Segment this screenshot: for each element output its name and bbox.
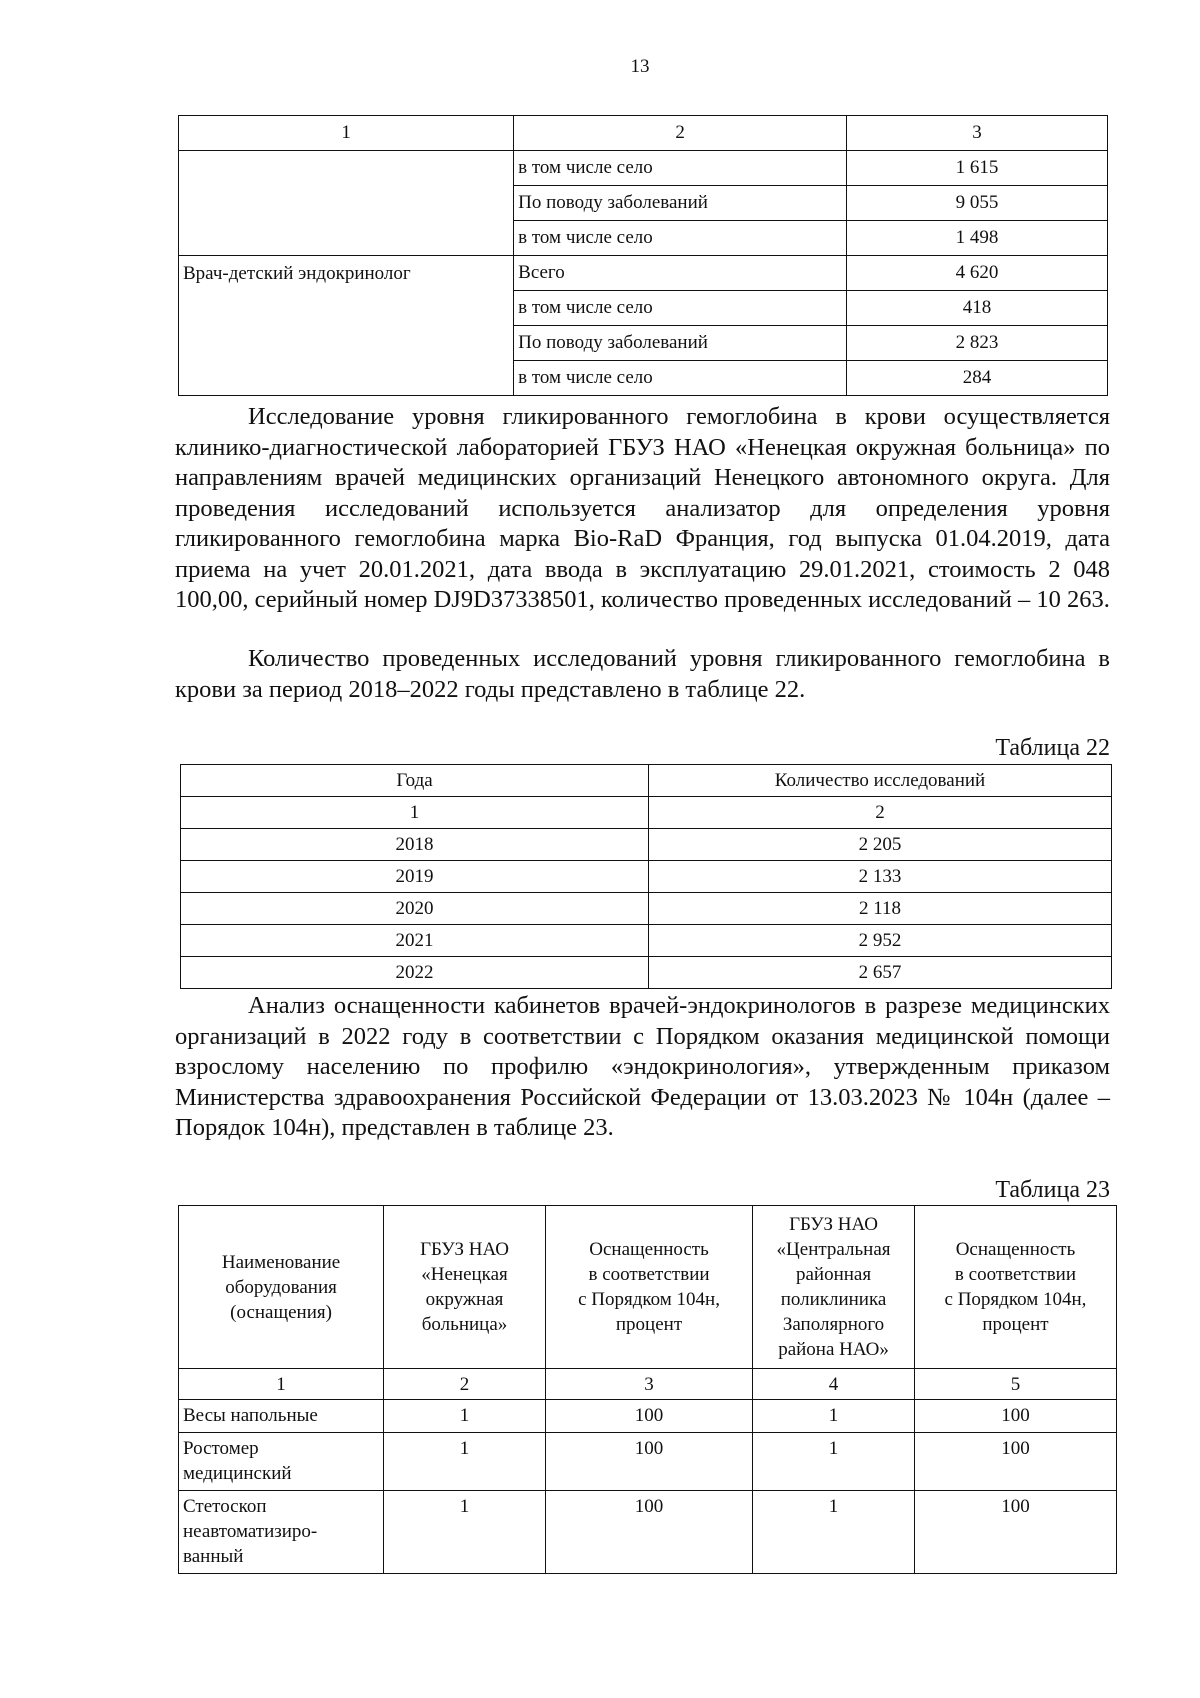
header-line: Оснащенность: [589, 1239, 709, 1260]
value-cell: 1: [384, 1433, 546, 1491]
header-line: с Порядком 104н,: [944, 1289, 1087, 1310]
year-cell: 2020: [181, 893, 649, 925]
header-line: Оснащенность: [955, 1239, 1076, 1260]
table-header-row: [179, 116, 1108, 151]
header-line: процент: [615, 1314, 683, 1335]
column-number-cell: 2: [649, 797, 1112, 829]
column-number-cell: 1: [181, 797, 649, 829]
indicator-cell: По поводу заболеваний: [514, 326, 847, 361]
header-cell: [753, 1206, 915, 1369]
year-cell: 2019: [181, 861, 649, 893]
value-cell: 1: [753, 1400, 915, 1433]
header-line: оборудования: [225, 1276, 337, 1298]
table-row: [181, 893, 1112, 925]
value-cell: 284: [847, 361, 1108, 396]
header-cell: [545, 1206, 752, 1369]
header-line: процент: [982, 1314, 1049, 1335]
indicator-cell: в том числе село: [514, 361, 847, 396]
count-cell: 2 657: [649, 957, 1112, 989]
header-cell: [914, 1206, 1116, 1369]
value-cell: 1 615: [847, 151, 1108, 186]
table-row: [181, 925, 1112, 957]
table-row: [179, 1433, 1117, 1491]
value-cell: 100: [545, 1491, 752, 1574]
header-line: «Ненецкая: [421, 1264, 508, 1285]
value-cell: 2 823: [847, 326, 1108, 361]
table-header-row: [181, 765, 1112, 797]
table-row: [179, 256, 1108, 291]
column-number-row: [179, 1369, 1117, 1400]
year-cell: 2022: [181, 957, 649, 989]
value-cell: 1: [753, 1433, 915, 1491]
header-cell: 3: [847, 116, 1108, 151]
count-cell: 2 118: [649, 893, 1112, 925]
table-row: [181, 957, 1112, 989]
column-number-cell: 1: [179, 1369, 384, 1400]
table-row: [181, 861, 1112, 893]
value-cell: 4 620: [847, 256, 1108, 291]
header-line: ГБУЗ НАО: [420, 1239, 509, 1260]
header-line: (оснащения): [230, 1301, 332, 1323]
header-line: Наименование: [221, 1251, 341, 1273]
header-line: Заполярного: [782, 1314, 885, 1335]
value-cell: 1: [384, 1491, 546, 1574]
header-cell: [384, 1206, 546, 1369]
header-line: района НАО»: [778, 1339, 889, 1360]
table-continued: [178, 115, 1108, 396]
column-number-row: [181, 797, 1112, 829]
value-cell: 100: [914, 1433, 1116, 1491]
equipment-name-cell: [179, 1400, 384, 1433]
header-line: районная: [795, 1264, 872, 1285]
value-cell: 9 055: [847, 186, 1108, 221]
specialist-cell: Врач-детский эндокринолог: [179, 256, 514, 396]
value-cell: 100: [914, 1491, 1116, 1574]
value-cell: 1: [753, 1491, 915, 1574]
table-row: [181, 829, 1112, 861]
equipment-name-line: Весы напольные: [183, 1405, 318, 1426]
column-number-cell: 3: [545, 1369, 752, 1400]
paragraph-hba1c-analyzer: Исследование уровня гликированного гемоглобина в крови осуществляется клинико-диагностической лабораторией ГБУЗ НАО «Ненецкая окружная больница» по направлениям врачей медицинских организаций Ненецкого автономного округа. Для проведения исследований используется анализатор для определения уровня гликированного гемоглобина марка Bio-RaD Франция, год выпуска 01.04.2019, дата приема на учет 20.01.2021, дата ввода в эксплуатацию 29.01.2021, стоимость 2 048 100,00, серийный номер DJ9D37338501, количество проведенных исследований – 10 263.: [175, 403, 1110, 613]
indicator-cell: в том числе село: [514, 151, 847, 186]
header-line: ГБУЗ НАО: [789, 1214, 878, 1235]
equipment-name-line: ванный: [183, 1546, 244, 1567]
paragraph-table22-intro: Количество проведенных исследований уровня гликированного гемоглобина в крови за период 2018–2022 годы представлено в таблице 22.: [175, 645, 1110, 703]
value-cell: 418: [847, 291, 1108, 326]
header-line: с Порядком 104н,: [578, 1289, 720, 1310]
column-number-cell: 2: [384, 1369, 546, 1400]
table23-caption: Таблица 23: [995, 1177, 1110, 1203]
header-cell: 2: [514, 116, 847, 151]
count-cell: 2 205: [649, 829, 1112, 861]
equipment-name-line: неавтоматизиро-: [183, 1521, 318, 1542]
value-cell: 100: [545, 1433, 752, 1491]
equipment-name-line: медицинский: [183, 1463, 292, 1484]
equipment-name-line: Стетоскоп: [183, 1496, 267, 1517]
indicator-cell: в том числе село: [514, 291, 847, 326]
column-number-cell: 4: [753, 1369, 915, 1400]
column-number-cell: 5: [914, 1369, 1116, 1400]
table-row: [179, 151, 1108, 186]
header-cell: [179, 1206, 384, 1369]
indicator-cell: в том числе село: [514, 221, 847, 256]
header-line: поликлиника: [780, 1289, 887, 1310]
table-header-row: [179, 1206, 1117, 1369]
header-cell: Года: [181, 765, 649, 797]
header-cell: Количество исследований: [649, 765, 1112, 797]
table22-caption: Таблица 22: [995, 735, 1110, 761]
indicator-cell: Всего: [514, 256, 847, 291]
value-cell: 100: [545, 1400, 752, 1433]
value-cell: 1 498: [847, 221, 1108, 256]
page-number: 13: [630, 56, 650, 77]
count-cell: 2 952: [649, 925, 1112, 957]
header-line: больница»: [421, 1314, 508, 1335]
header-line: в соответствии: [954, 1264, 1077, 1285]
equipment-name-line: Ростомер: [183, 1438, 259, 1459]
header-line: в соответствии: [588, 1264, 710, 1285]
count-cell: 2 133: [649, 861, 1112, 893]
header-line: «Центральная: [776, 1239, 891, 1260]
table23: [178, 1205, 1117, 1574]
table22: [180, 764, 1112, 989]
year-cell: 2018: [181, 829, 649, 861]
value-cell: 100: [914, 1400, 1116, 1433]
value-cell: 1: [384, 1400, 546, 1433]
header-line: окружная: [425, 1289, 504, 1310]
paragraph-equipment-analysis: Анализ оснащенности кабинетов врачей-эндокринологов в разрезе медицинских организаций в 2022 году в соответствии с Порядком оказания медицинской помощи взрослому населению по профилю «эндокринология», утвержденным приказом Министерства здравоохранения Российской Федерации от 13.03.2023 № 104н (далее – Порядок 104н), представлен в таблице 23.: [175, 992, 1110, 1141]
table-row: [179, 1491, 1117, 1574]
equipment-name-cell: [179, 1491, 384, 1574]
header-cell: 1: [179, 116, 514, 151]
indicator-cell: По поводу заболеваний: [514, 186, 847, 221]
year-cell: 2021: [181, 925, 649, 957]
table-row: [179, 1400, 1117, 1433]
merged-cell: [179, 151, 514, 256]
equipment-name-cell: [179, 1433, 384, 1491]
